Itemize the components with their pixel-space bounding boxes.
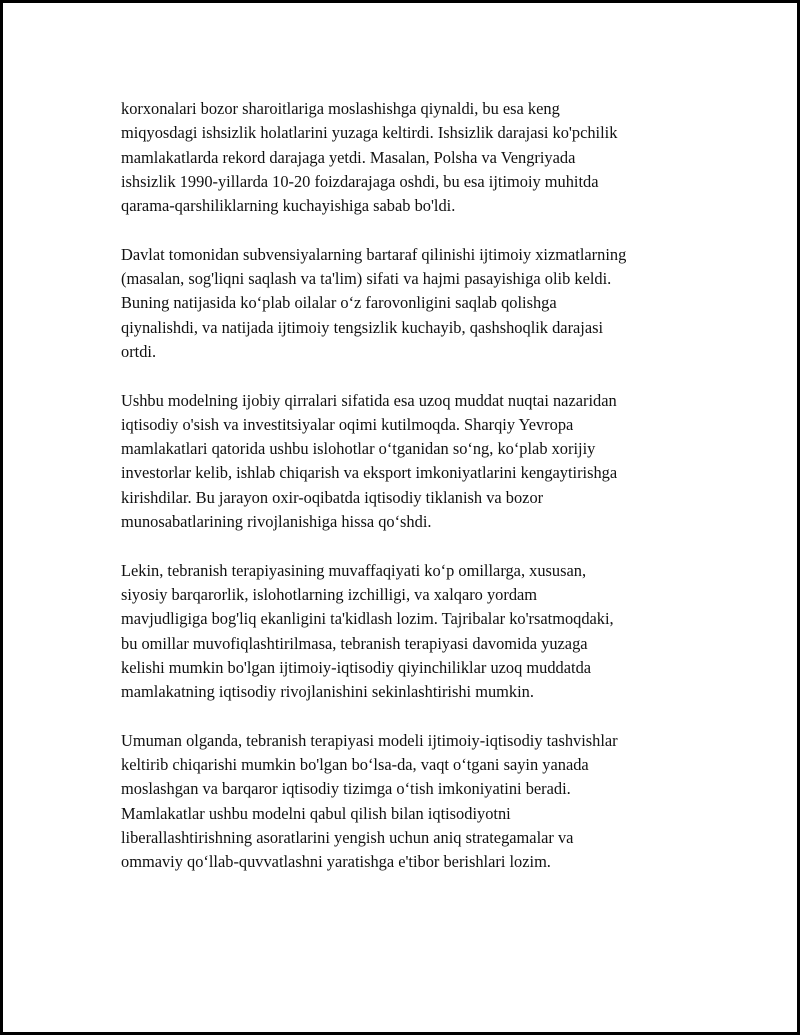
text-line: Umuman olganda, tebranish terapiyasi modeli ijtimoiy-iqtisodiy tashvishlar — [121, 730, 618, 750]
text-line: liberallashtirishning asoratlarini yengish uchun aniq strategamalar va — [121, 827, 574, 847]
paragraph-1 — [121, 97, 701, 218]
text-line: ishsizlik 1990-yillarda 10-20 foizdarajaga oshdi, bu esa ijtimoiy muhitda — [121, 171, 599, 191]
text-line: miqyosdagi ishsizlik holatlarini yuzaga keltirdi. Ishsizlik darajasi ko'pchilik — [121, 123, 618, 143]
text-line: Davlat tomonidan subvensiyalarning bartaraf qilinishi ijtimoiy xizmatlarning — [121, 244, 627, 264]
text-line: bu omillar muvofiqlashtirilmasa, tebranish terapiyasi davomida yuzaga — [121, 633, 588, 653]
text-line: ortdi. — [121, 341, 157, 361]
text-line: mamlakatlarda rekord darajaga yetdi. Masalan, Polsha va Vengriyada — [121, 147, 576, 167]
text-line: kirishdilar. Bu jarayon oxir-oqibatda iqtisodiy tiklanish va bozor — [121, 487, 544, 507]
text-line: Mamlakatlar ushbu modelni qabul qilish bilan iqtisodiyotni — [121, 803, 511, 823]
text-line: (masalan, sog'liqni saqlash va ta'lim) sifati va hajmi pasayishiga olib keldi. — [121, 269, 612, 289]
paragraph-5 — [121, 729, 701, 875]
text-line: keltirib chiqarishi mumkin bo'lgan bo‘lsa-da, vaqt o‘tgani sayin yanada — [121, 755, 589, 775]
text-line: Ushbu modelning ijobiy qirralari sifatida esa uzoq muddat nuqtai nazaridan — [121, 390, 617, 410]
text-line: mamlakatlari qatorida ushbu islohotlar o‘tganidan so‘ng, ko‘plab xorijiy — [121, 439, 596, 459]
text-line: iqtisodiy o'sish va investitsiyalar oqimi kutilmoqda. Sharqiy Yevropa — [121, 414, 574, 434]
text-line: siyosiy barqarorlik, islohotlarning izchilligi, va xalqaro yordam — [121, 584, 538, 604]
paragraph-3 — [121, 389, 701, 535]
paragraph-2 — [121, 243, 701, 364]
text-line: munosabatlarining rivojlanishiga hissa qo‘shdi. — [121, 512, 432, 532]
text-line: mamlakatning iqtisodiy rivojlanishini sekinlashtirishi mumkin. — [121, 682, 534, 702]
text-line: kelishi mumkin bo'lgan ijtimoiy-iqtisodiy qiyinchiliklar uzoq muddatda — [121, 657, 592, 677]
text-line: moslashgan va barqaror iqtisodiy tizimga o‘tish imkoniyatini beradi. — [121, 779, 571, 799]
text-line: korxonalari bozor sharoitlariga moslashishga qiynaldi, bu esa keng — [121, 99, 560, 118]
text-line: investorlar kelib, ishlab chiqarish va eksport imkoniyatlarini kengaytirishga — [121, 463, 618, 483]
text-line: ommaviy qo‘llab-quvvatlashni yaratishga e'tibor berishlari lozim. — [121, 852, 551, 872]
paragraph-4 — [121, 559, 701, 705]
text-line: qarama-qarshiliklarning kuchayishiga sabab bo'ldi. — [121, 196, 456, 216]
document-body — [121, 97, 701, 899]
text-line: qiynalishdi, va natijada ijtimoiy tengsizlik kuchayib, qashshoqlik darajasi — [121, 317, 604, 337]
text-line: mavjudligiga bog'liq ekanligini ta'kidlash lozim. Tajribalar ko'rsatmoqdaki, — [121, 609, 614, 629]
text-line: Buning natijasida ko‘plab oilalar o‘z farovonligini saqlab qolishga — [121, 293, 557, 313]
text-line: Lekin, tebranish terapiyasining muvaffaqiyati ko‘p omillarga, xususan, — [121, 560, 587, 580]
